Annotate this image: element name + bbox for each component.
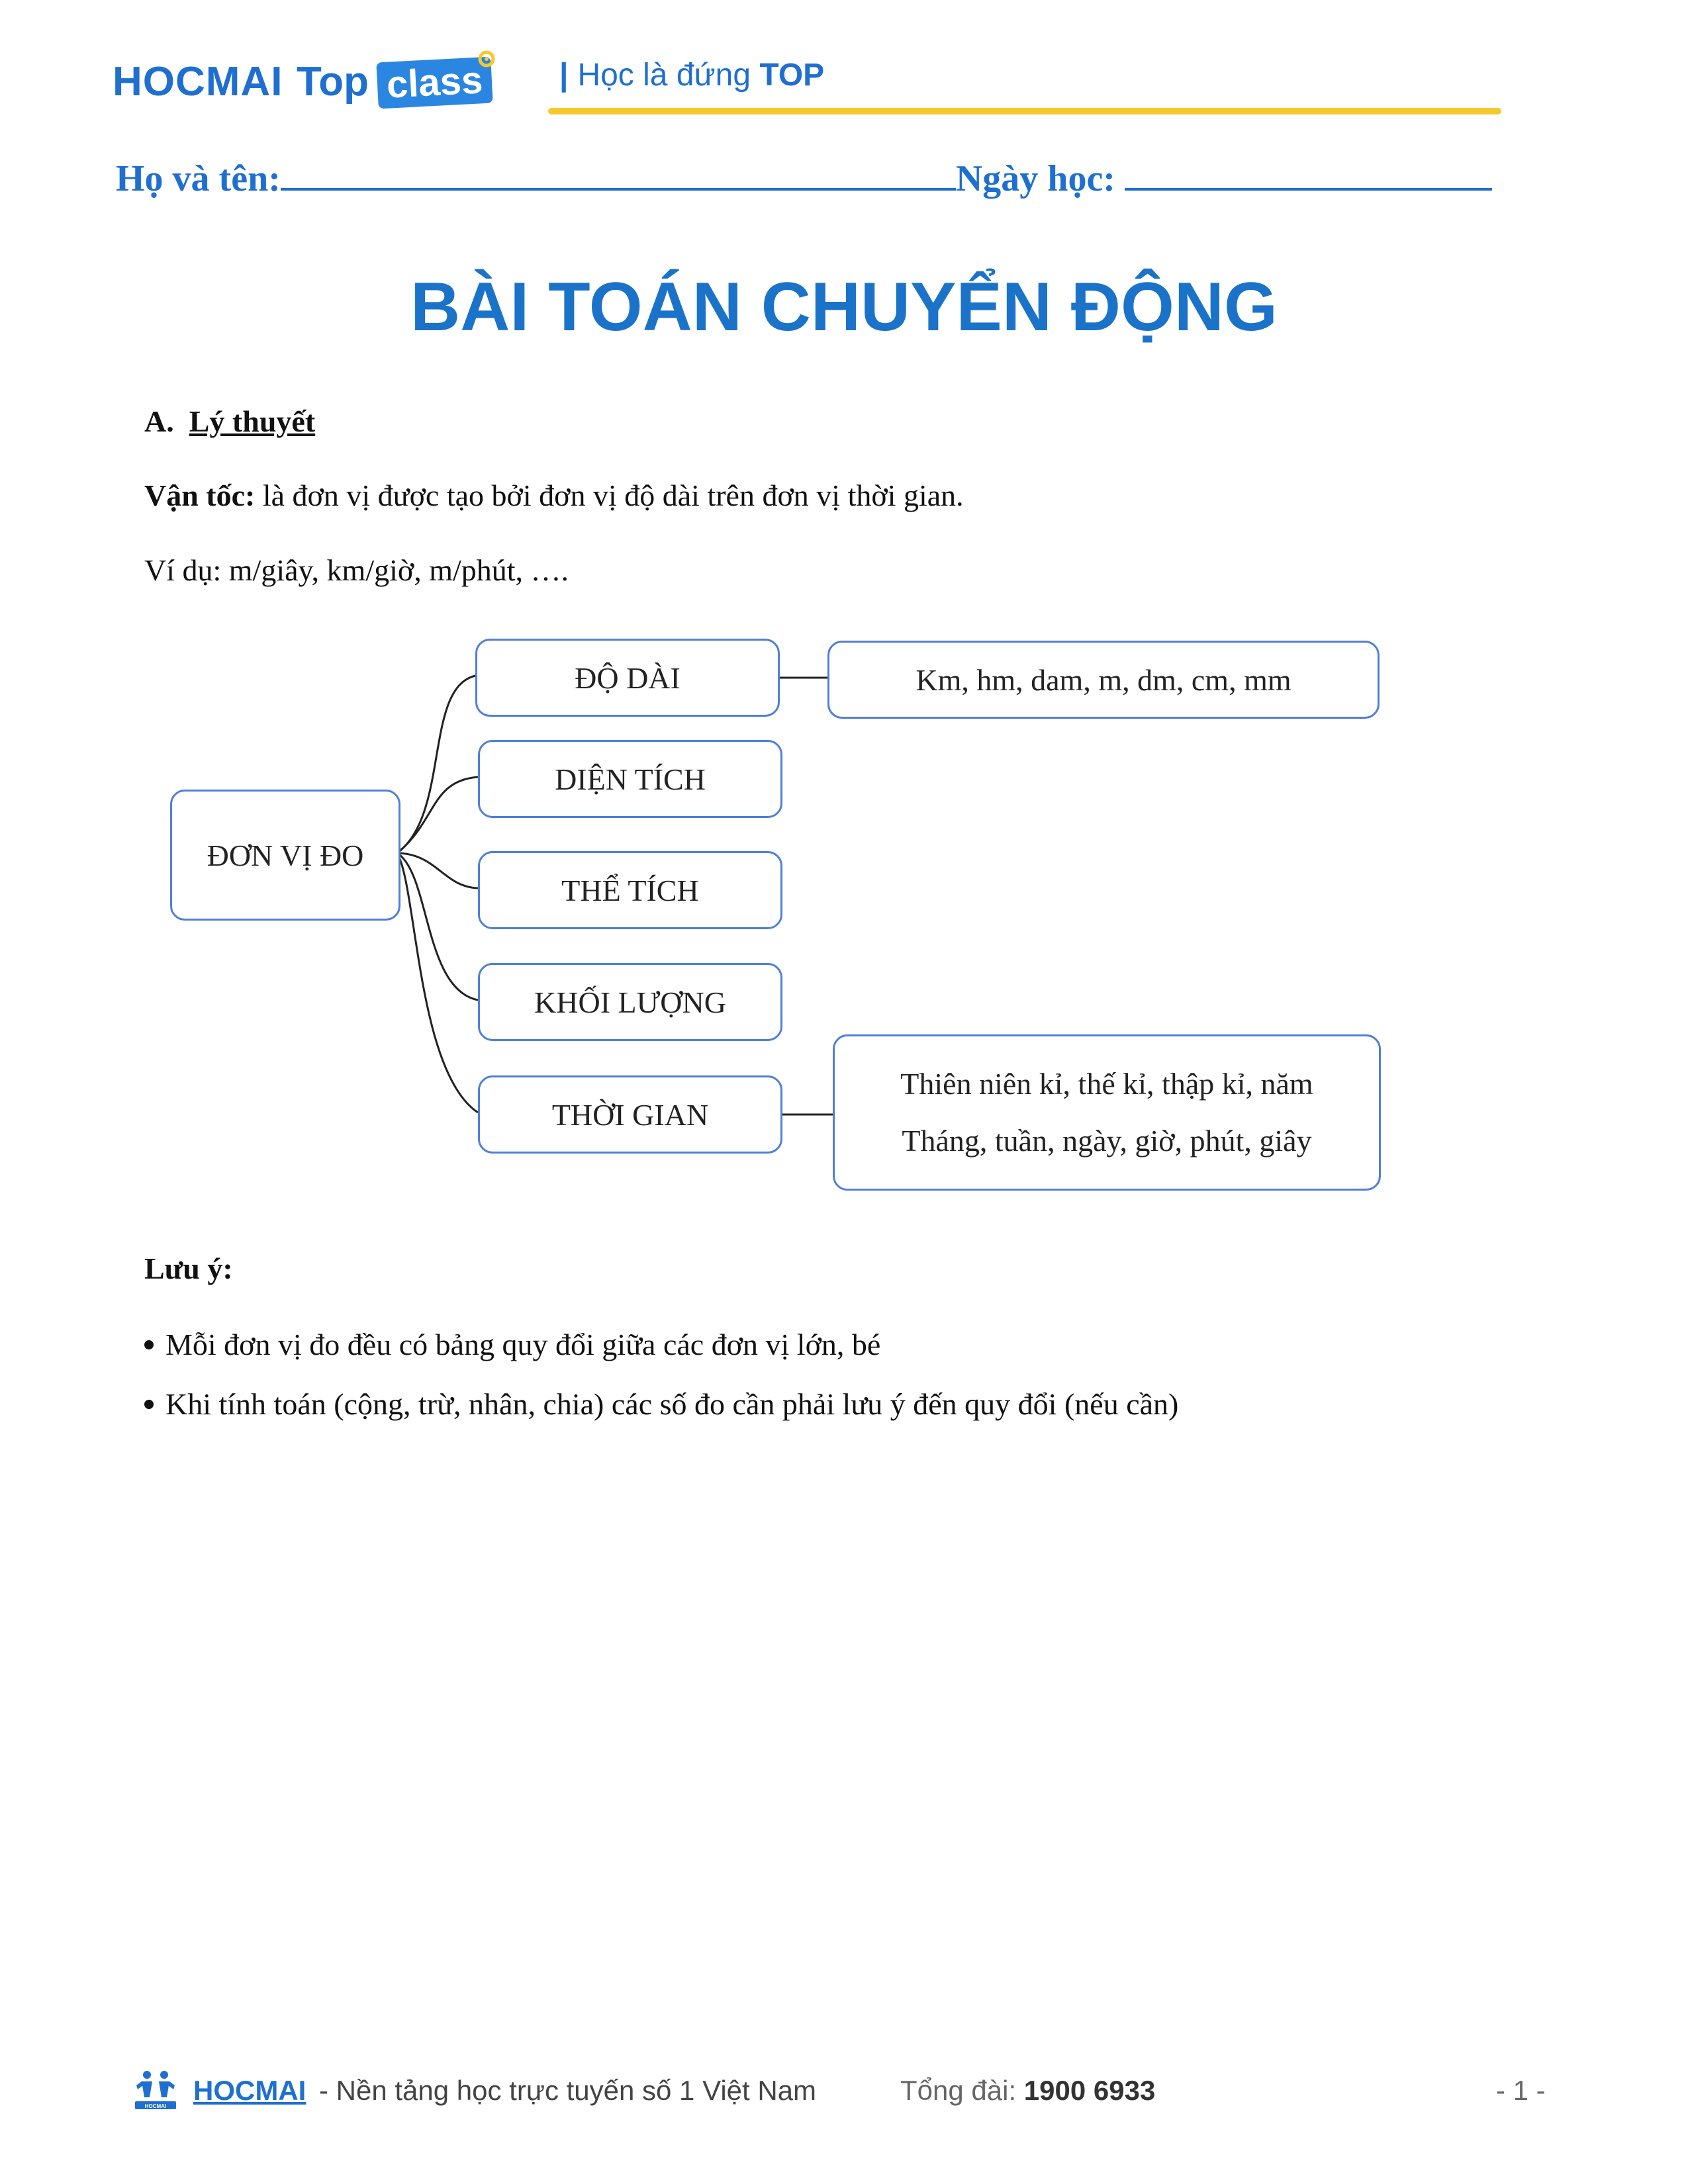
icon-caption: HOCMAI — [144, 2103, 167, 2109]
velocity-definition — [144, 478, 964, 513]
mindmap-time-units — [833, 1034, 1381, 1191]
header-divider — [548, 108, 1501, 114]
footer-slogan: - Nền tảng học trực tuyến số 1 Việt Nam — [319, 2075, 817, 2106]
example-line: Ví dụ: m/giây, km/giờ, m/phút, …. — [144, 553, 569, 587]
page-footer — [132, 2068, 1556, 2121]
connector-mass — [397, 853, 478, 1000]
velocity-text: là đơn vị được tạo bởi đơn vị độ dài trên đơn vị thời gian. — [255, 478, 964, 512]
time-units-line-1: Thiên niên kỉ, thế kỉ, thập kỉ, năm — [900, 1067, 1313, 1101]
logo-hocmai-text: HOCMAI — [113, 59, 283, 105]
bullet-icon — [144, 1340, 154, 1349]
mindmap-node-area: DIỆN TÍCH — [478, 740, 782, 818]
tagline-text: Học là đứng — [577, 58, 751, 93]
mindmap-node-volume: THỂ TÍCH — [478, 851, 782, 929]
mindmap-root-node: ĐƠN VỊ ĐO — [170, 790, 400, 921]
logo-top-text: Top — [297, 59, 369, 105]
note-text: Mỗi đơn vị đo đều có bảng quy đổi giữa các đơn vị lớn, bé — [165, 1328, 881, 1361]
name-blank[interactable] — [281, 154, 956, 191]
bullet-icon — [144, 1400, 154, 1409]
note-item — [144, 1327, 880, 1362]
mindmap-node-mass: KHỐI LƯỢNG — [478, 963, 782, 1041]
page-title: BÀI TOÁN CHUYỂN ĐỘNG — [410, 269, 1278, 345]
connector-area — [397, 777, 478, 853]
page-number: - 1 - — [1496, 2075, 1546, 2106]
hotline-label: Tổng đài: — [900, 2075, 1024, 2106]
connector-length — [397, 676, 475, 853]
footer-hotline — [900, 2075, 1155, 2107]
logo-class-badge: class — [376, 57, 493, 109]
time-units-line-2: Tháng, tuần, ngày, giờ, phút, giây — [902, 1124, 1312, 1158]
tagline-strong: TOP — [759, 58, 825, 93]
note-text: Khi tính toán (cộng, trừ, nhân, chia) các số đo cần phải lưu ý đến quy đổi (nếu cần) — [165, 1387, 1179, 1421]
hocmai-topclass-logo — [113, 48, 510, 114]
mindmap-node-time: THỜI GIAN — [478, 1075, 782, 1154]
student-info-line — [116, 154, 1532, 206]
section-letter: A. — [144, 404, 174, 438]
mindmap-length-units: Km, hm, dam, m, dm, cm, mm — [827, 641, 1380, 719]
name-label: Họ và tên: — [116, 158, 281, 199]
section-heading — [144, 404, 315, 439]
velocity-label: Vận tốc: — [144, 478, 256, 512]
date-label: Ngày học: — [955, 158, 1115, 199]
footer-brand-link[interactable]: HOCMAI — [193, 2075, 306, 2106]
note-item — [144, 1387, 1178, 1422]
connector-volume — [397, 853, 478, 888]
date-blank[interactable] — [1125, 154, 1492, 191]
hotline-number: 1900 6933 — [1023, 2075, 1156, 2106]
tagline-separator: | — [559, 58, 569, 93]
sun-gear-icon — [475, 48, 498, 70]
header-tagline — [559, 57, 824, 93]
connector-time — [397, 853, 478, 1113]
hocmai-people-icon — [132, 2068, 179, 2115]
mindmap-node-length: ĐỘ DÀI — [475, 639, 780, 717]
notes-title: Lưu ý: — [144, 1251, 233, 1285]
section-title: Lý thuyết — [189, 404, 316, 438]
